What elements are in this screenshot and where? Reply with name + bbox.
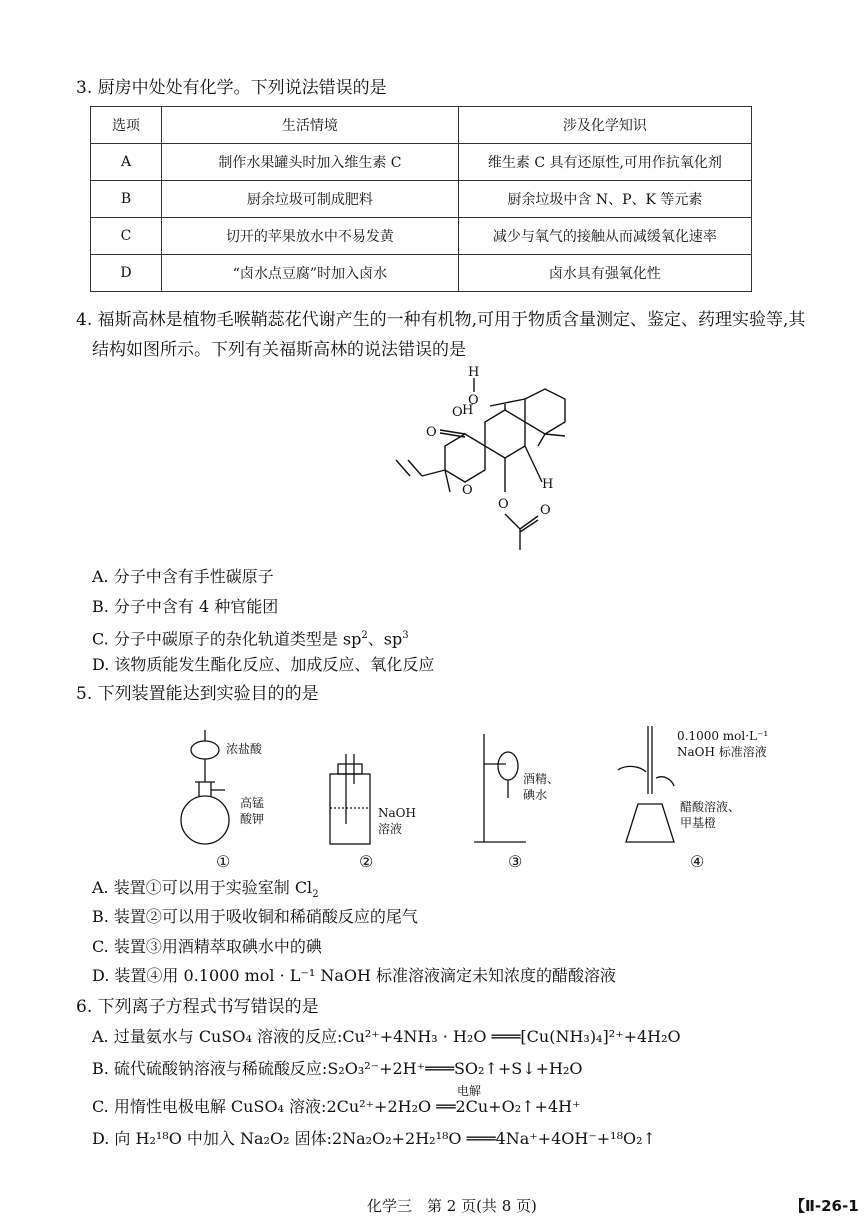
table-header-cell: 选项 [91,107,162,144]
table-cell: 切开的苹果放水中不易发黄 [162,218,459,255]
q5-option-c: C. 装置③用酒精萃取碘水中的碘 [92,937,322,956]
superscript: 2 [361,630,368,641]
q5-option-b: B. 装置②可以用于吸收铜和稀硝酸反应的尾气 [92,907,418,926]
apparatus-4-diagram [610,724,680,854]
q5-stem: 5. 下列装置能达到实验目的的是 [76,684,319,704]
atom-label: H [542,477,554,492]
table-cell: 厨余垃圾中含 N、P、K 等元素 [458,181,751,218]
q4-option-c-text: 、sp [367,629,403,649]
titrant-label-2: NaOH 标准溶液 [677,745,767,759]
q6-option-c: C. 用惰性电极电解 CuSO₄ 溶液:2Cu²⁺+2H₂O ══2Cu+O₂↑+4H⁺ [92,1097,581,1116]
page-footer: 化学三 第 2 页(共 8 页) [367,1197,537,1215]
forskolin-structure-diagram [370,364,580,564]
superscript: 3 [402,630,409,641]
atom-label: H [462,403,474,418]
subscript: 2 [312,889,319,901]
atom-label: O [452,405,463,420]
table-cell: B [91,181,162,218]
electrolysis-condition: 电解 [457,1084,482,1098]
q4-option-c-text: C. 分子中碳原子的杂化轨道类型是 sp [92,629,362,649]
table-row [91,181,752,218]
atom-label: H [468,365,480,380]
q4-option-a: A. 分子中含有手性碳原子 [92,567,274,586]
naoh-label-2: 溶液 [378,822,403,836]
atom-label: O [498,497,509,512]
table-cell: “卤水点豆腐”时加入卤水 [162,255,459,292]
table-cell: D [91,255,162,292]
apparatus-3-diagram [470,724,530,854]
table-row [91,144,752,181]
alcohol-label-2: 碘水 [523,788,548,802]
q6-option-a: A. 过量氨水与 CuSO₄ 溶液的反应:Cu²⁺+4NH₃ · H₂O ═══[Cu(NH₃)₄]²⁺+4H₂O [92,1027,681,1046]
apparatus-number: ③ [508,852,523,871]
q6-option-b: B. 硫代硫酸钠溶液与稀硫酸反应:S₂O₃²⁻+2H⁺═══SO₂↑+S↓+H₂O [92,1059,583,1078]
atom-label: O [468,393,479,408]
conc-hcl-label: 浓盐酸 [226,742,263,756]
table-header-cell: 生活情境 [162,107,459,144]
naoh-label-1: NaOH [378,806,416,820]
q5-option-a [92,877,319,906]
q4-stem-line1: 4. 福斯高林是植物毛喉鞘蕊花代谢产生的一种有机物,可用于物质含量测定、鉴定、药理实验等,其 [76,310,806,330]
apparatus-2-diagram [320,724,380,854]
kmno4-label-2: 酸钾 [240,812,265,826]
table-header-cell: 涉及化学知识 [458,107,751,144]
q5-option-a-text: A. 装置①可以用于实验室制 Cl [92,878,313,897]
q4-option-d: D. 该物质能发生酯化反应、加成反应、氧化反应 [92,655,435,674]
table-cell: 维生素 C 具有还原性,可用作抗氧化剂 [458,144,751,181]
apparatus-number: ④ [690,852,705,871]
apparatus-number: ① [216,852,231,871]
table-cell: 厨余垃圾可制成肥料 [162,181,459,218]
q4-stem-line2: 结构如图所示。下列有关福斯高林的说法错误的是 [92,340,466,360]
table-header-row [91,107,752,144]
apparatus-number: ② [359,852,374,871]
table-cell: C [91,218,162,255]
q4-option-c [92,625,409,650]
q6-option-d: D. 向 H₂¹⁸O 中加入 Na₂O₂ 固体:2Na₂O₂+2H₂¹⁸O ═══4Na⁺+4OH⁻+¹⁸O₂↑ [92,1129,656,1148]
acid-label-1: 醋酸溶液、 [680,800,741,814]
q6-stem: 6. 下列离子方程式书写错误的是 [76,997,319,1017]
titrant-label-1: 0.1000 mol·L⁻¹ [677,729,769,743]
q5-option-d: D. 装置④用 0.1000 mol · L⁻¹ NaOH 标准溶液滴定未知浓度的醋酸溶液 [92,966,617,985]
paper-code: 【Ⅱ-26-1 [790,1197,859,1215]
table-cell: A [91,144,162,181]
alcohol-label-1: 酒精、 [523,772,560,786]
table-row [91,255,752,292]
table-cell: 减少与氧气的接触从而减缓氧化速率 [458,218,751,255]
q3-table [90,106,752,292]
atom-label: O [540,503,551,518]
atom-label: O [426,425,437,440]
table-row [91,218,752,255]
q3-stem: 3. 厨房中处处有化学。下列说法错误的是 [76,78,387,98]
table-cell: 制作水果罐头时加入维生素 C [162,144,459,181]
acid-label-2: 甲基橙 [680,816,717,830]
kmno4-label-1: 高锰 [240,796,265,810]
q4-option-b: B. 分子中含有 4 种官能团 [92,597,279,616]
atom-label: O [462,483,473,498]
table-cell: 卤水具有强氧化性 [458,255,751,292]
